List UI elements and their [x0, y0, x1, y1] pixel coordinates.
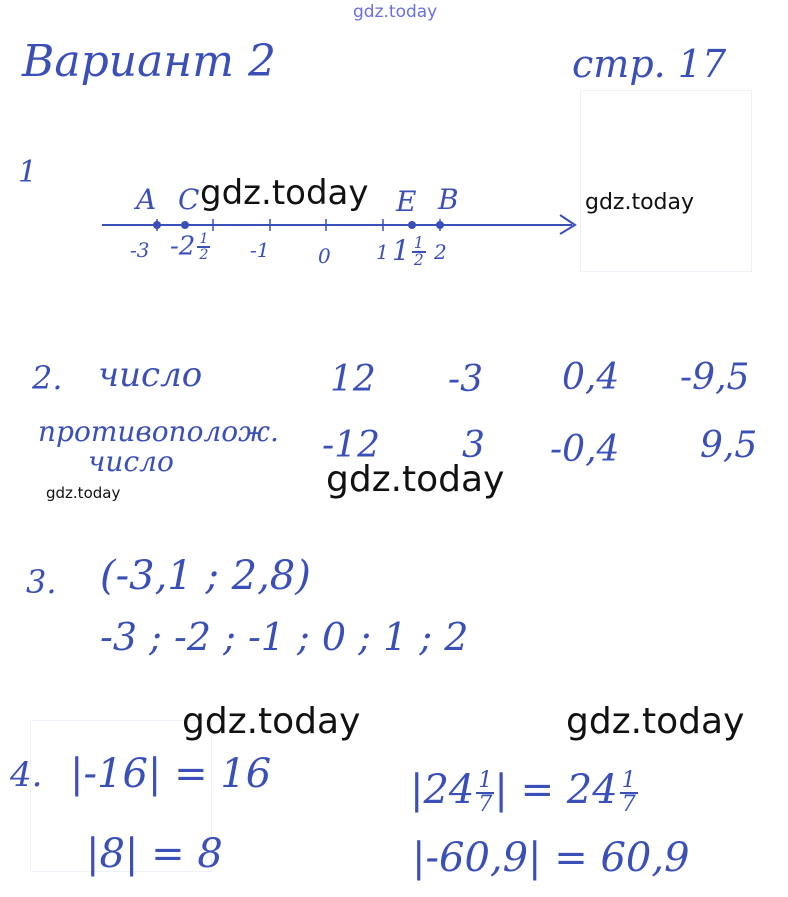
task4-eq2: |8| = 8: [86, 831, 223, 877]
variant-title: Вариант 2: [22, 36, 276, 87]
watermark-3: gdz.today: [326, 459, 505, 500]
task2-label-opposite-1: противополож.: [38, 415, 279, 448]
task4-number: 4.: [10, 755, 43, 795]
tick-label-minus1: -1: [250, 238, 270, 262]
point-E: [408, 221, 416, 229]
frac-right-whole: 1: [392, 233, 410, 267]
task4-eq3: [410, 767, 638, 817]
task4-eq4: |-60,9| = 60,9: [412, 835, 690, 881]
watermark-top: gdz.today: [353, 2, 438, 22]
watermark-4: gdz.today: [46, 484, 121, 502]
eq3-left-den: 7: [478, 792, 493, 817]
frac-left-whole: -2: [170, 231, 196, 262]
eq3-left-num: 1: [478, 768, 493, 793]
task2-number-1: 12: [330, 359, 376, 400]
watermark-2: gdz.today: [585, 190, 695, 215]
point-A: [153, 221, 161, 229]
task2-opposite-4: 9,5: [700, 425, 758, 466]
frac-right-num: 1: [413, 234, 424, 252]
tick-label-minus3: -3: [130, 238, 150, 262]
tick-label-2: 2: [434, 240, 447, 264]
page-reference: стр. 17: [572, 42, 727, 86]
eq3-right-den: 7: [621, 792, 636, 817]
tick-label-minus2-half: [170, 232, 210, 263]
task2-label-number: число: [98, 355, 203, 395]
task2-number-3: 0,4: [562, 357, 620, 398]
task2-opposite-2: 3: [462, 425, 485, 466]
tick-label-1-half: [392, 233, 426, 270]
point-B: [436, 221, 444, 229]
frac-left-den: 2: [199, 247, 209, 264]
tick-label-0: 0: [318, 244, 331, 268]
task2-number: 2.: [32, 359, 63, 397]
task3-interval: (-3,1 ; 2,8): [100, 553, 311, 599]
eq3-right: | = 24: [494, 767, 618, 813]
task3-number: 3.: [26, 563, 57, 601]
point-label-E: E: [396, 185, 417, 218]
task2-number-4: -9,5: [680, 357, 750, 398]
task3-integers: -3 ; -2 ; -1 ; 0 ; 1 ; 2: [100, 615, 469, 659]
point-label-A: A: [136, 183, 157, 216]
tick-label-1: 1: [376, 240, 389, 264]
point-label-C: C: [178, 183, 200, 216]
task2-number-2: -3: [448, 359, 484, 400]
watermark-5: gdz.today: [182, 701, 361, 742]
frac-left-num: 1: [199, 231, 209, 247]
task2-opposite-3: -0,4: [550, 429, 620, 470]
task2-opposite-1: -12: [322, 425, 380, 466]
eq3-right-num: 1: [621, 768, 636, 793]
task1-number: 1: [18, 155, 38, 190]
point-C: [181, 221, 189, 229]
point-label-B: B: [438, 183, 459, 216]
watermark-6: gdz.today: [566, 701, 745, 742]
watermark-1: gdz.today: [200, 173, 369, 213]
task2-label-opposite-2: число: [88, 445, 174, 478]
frac-right-den: 2: [413, 251, 424, 270]
task4-eq1: |-16| = 16: [70, 751, 272, 797]
eq3-left: |24: [410, 767, 475, 813]
